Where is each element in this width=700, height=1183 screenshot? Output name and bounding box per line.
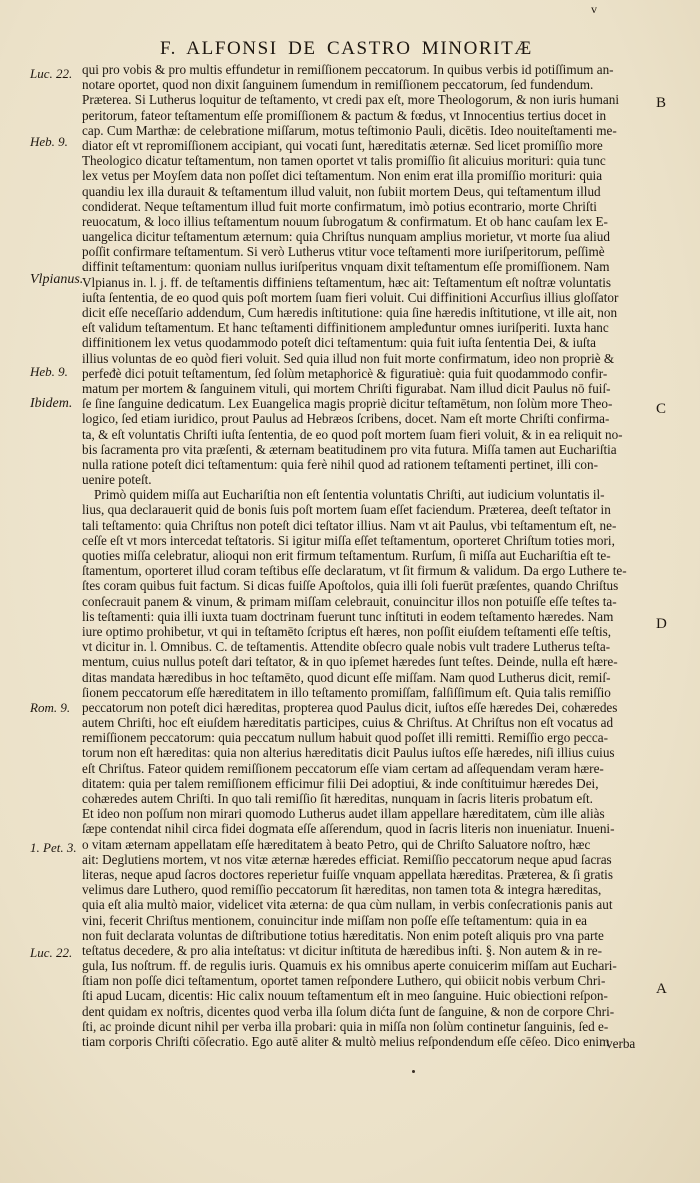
- margin-note-hebrews-9-second: Heb. 9.: [30, 364, 68, 379]
- text-line: peritorum, fateor teſtamentum eſſe promiſſionem & pactum & fœdus, vt Innocentius tertius docet in: [82, 107, 607, 123]
- text-line: ta, & eſt voluntatis Chriſti iuſta ſententia, de eo quod poſt mortem ſuam fieri voluit, & in ea reliquit no-: [82, 426, 623, 442]
- text-line: diffinitionem lex vetus quodammodo poteſt dici teſtamentum: quia fuit iuſta ſententia Dei, & iuſta: [82, 335, 596, 351]
- text-line: qui pro vobis & pro multis effundetur in remiſſionem peccatorum. In quibus verbis id potiſſimum an-: [82, 62, 614, 77]
- text-line: Theologico dicatur teſtamentum, non tamen oportet vt talis promiſſio ſit alicuius morituri: quia tunc: [82, 153, 606, 169]
- text-line: uenire poteſt.: [82, 472, 152, 488]
- text-line: Præterea. Si Lutherus loquitur de teſtamento, vt credi pax eſt, more Theologorum, & non iuris humani: [82, 92, 620, 108]
- text-line: reuocatum, & loco illius teſtamentum nouum ſubrogatum & confirmatum. Et ob hanc cauſam lex E-: [82, 213, 608, 229]
- text-line: tiam corporis Chriſti cōſecratio. Ego autē aliter & multò melius reſpondendum eſſe cēſeo. Dico enim: [82, 1034, 610, 1049]
- text-line: lius, qua declarauerit quid de bonis ſuis poſt mortem ſuam eſſet faciendum. Præterea, deeſt teſtator in: [82, 502, 611, 518]
- text-line: torum non eſt hæreditas: quia non alterius hæreditatis dicit Paulus iuſtos eſſe hæredes, niſi illius cuius: [82, 745, 615, 761]
- text-line: ait: Deglutiens mortem, vt nos vitæ æternæ hæredes efficiat. Remiſſio peccatorum neque apud ſacras: [82, 851, 612, 867]
- text-line: gula, Ius noſtrum. ff. de regulis iuris. Quamuis ex his omnibus aperte conuicerim miſſam aut Euchari-: [82, 958, 617, 974]
- text-line: o vitam æternam appellatam eſſe hæreditatem à beato Petro, qui de Chriſto Saluatore noſtro, hæc: [82, 836, 591, 852]
- text-line: teſtatus decedere, & pro alia inteſtatus: vt dicitur inſtituta de hæredibus inſti. §. Non autem & in re-: [82, 942, 603, 958]
- running-head: F. ALFONSI DE CASTRO MINORITÆ: [160, 38, 533, 59]
- page-corner-mark: v: [591, 2, 597, 16]
- text-line: nulla ratione poteſt dici teſtamentum: quia ferè nihil quod ad rationem teſtamenti pertinet, illi con-: [82, 456, 598, 472]
- text-line: mentum, cuius nullus poteſt dari teſtator, & in quo ipſemet hæredes ſunt teſtes. Deinde, nulla eſt hære-: [82, 654, 618, 670]
- text-line: logico, ſed etiam iuridico, prout Paulus ad Hebræos ſcribens, docet. Nam eſt morte Chriſti confirma-: [82, 411, 610, 427]
- text-line: condiderat. Neque teſtamentum illud fuit morte confirmatum, imò potius econtrario, morte Chriſti: [82, 198, 597, 214]
- text-line: velimus dare Luthero, quod remiſſio peccatorum ſit hæreditas, non tamen tota & integra hæreditas,: [82, 882, 602, 898]
- text-line: Et ideo non poſſum non mirari quomodo Lutherus audet illam appellare hæreditatem, cùm ille aliàs: [82, 806, 605, 822]
- text-line: Vlpianus in. l. j. ff. de teſtamentis diffiniens teſtamentum, hæc ait: Teſtamentum eſt noſtræ voluntatis: [82, 274, 612, 290]
- text-line: lis teſtamenti: quia illi iuxta tuam doctrinam fuerunt tunc inſtituti in eodem teſtamento hæredes. Nam: [82, 608, 614, 624]
- text-line: Primò quidem miſſa aut Euchariſtia non eſt ſententia voluntatis Chriſti, aut iudicium voluntatis il-: [94, 487, 605, 503]
- text-line: quoties miſſa celebratur, alioqui non erit firmum teſtamentum. Rurſum, ſi miſſa aut Euchariſtia eſt te-: [82, 548, 611, 563]
- text-line: ſionem peccatorum eſſe hæreditatem in illo teſtamento promiſſam, falſiſſimum eſt. Quia talis remiſſio: [82, 684, 611, 700]
- text-line: non fuit declarata voluntas de diſtributione totius hæreditatis. Non enim poteſt aliquis pro vna parte: [82, 927, 604, 943]
- text-line: iuſta ſententia, de eo quod quis poſt mortem ſuam fieri voluit. Cui diffinitioni Accurſius illius gloſſator: [82, 289, 619, 305]
- margin-section-letter-d: D: [656, 616, 667, 632]
- text-line: illius voluntas de eo quòd fieri voluit. Sed quia illud non fuit morte confirmatum, ideo non propriè &: [82, 350, 615, 366]
- text-line: ſtiam non poſſe dici teſtamentum, oportet tamen reſpondere Luthero, qui obiicit nobis verbum Chri-: [82, 973, 606, 989]
- text-line: ditas mandata hæredibus in hoc teſtamēto, quod dicunt eſſe miſſam. Nam quod Lutherus dicit, remiſ-: [82, 669, 611, 685]
- text-line: lex vetus per Moyſem data non poſſet dici teſtamentum. Non enim erat illa promiſſio morituri: quia: [82, 168, 603, 184]
- text-line: eſt validum teſtamentum. Et hanc teſtamenti diffinitionem ampleđuntur omnes iuriſperiti. Iuxta hanc: [82, 320, 609, 336]
- margin-note-1-peter-3: 1. Pet. 3.: [30, 840, 77, 855]
- catchword: verba: [606, 1036, 636, 1051]
- text-line: matum per mortem & ſanguinem vituli, qui mortem Chriſti figurabat. Nam illud dicit Paulus nō fuiſ-: [82, 380, 611, 396]
- text-line: eſt Chriſtus. Fateor quidem remiſſionem peccatorum eſſe viam certam ad aſſequendam veram hære-: [82, 760, 604, 776]
- body-text: [82, 62, 650, 1049]
- text-line: dent quidam ex noſtris, dicentes quod verba illa ſolum dićta ſunt de ſanguine, & non de corpore Chri-: [82, 1003, 615, 1019]
- text-line: iure optimo prohibetur, vt qui in teſtamēto ſcriptus eſt hæres, non poſſit eiuſdem teſtamenti eſſe teſtis,: [82, 623, 612, 639]
- margin-section-letter-c: C: [656, 401, 667, 417]
- text-line: tali teſtamento: quia Chriſtus non poteſt dici teſtator illius. Nam vt ait Paulus, vbi teſtamentum eſt, ne-: [82, 517, 617, 533]
- text-line: conſecrauit panem & vinum, & primam miſſam celebrauit, conuincitur illos non potuiſſe eſſe teſtes ta-: [82, 593, 617, 609]
- text-line: ſti, ac proinde dicunt nihil per verba illa probari: quia in miſſa non ſolùm continetur ſanguinis, ſed e-: [82, 1018, 609, 1034]
- text-line: poſſit confirmare teſtamentum. Si verò Lutherus vtitur voce teſtamenti more iuriſperitorum, peſſimè: [82, 244, 605, 260]
- margin-note-ibidem: Ibidem.: [30, 396, 73, 411]
- text-line: literas, neque apud ſacros doctores reperietur fuiſſe vnquam appellata hæreditas. Præterea, & ſi gratis: [82, 866, 613, 882]
- margin-section-letter-b: B: [656, 95, 667, 111]
- text-line: vini, fecerit Chriſtus mentionem, conuincitur inde miſſam non poſſe eſſe teſtamentum: quia in ea: [82, 912, 588, 928]
- text-line: dicit eſſe neceſſario addendum, Cum hæredis inſtitutione: quia ſine hæredis inſtitutione, vt ille ait, non: [82, 305, 618, 320]
- text-line: ſæpe contendat nihil circa fidei dogmata eſſe aſſerendum, quod in ſacris literis non inueniatur. Inueni-: [82, 821, 615, 837]
- text-line: quandiu lex illa durauit & teſtamentum illud valuit, non ſubiit mortem Deus, qui teſtamentum illud: [82, 183, 601, 199]
- text-line: ditatem: quia per talem remiſſionem efficimur filii Dei adoptiui, & inde conſtituimur hæredes Dei,: [82, 775, 599, 791]
- margin-section-letter-a: A: [656, 981, 667, 997]
- margin-note-luke-22-second: Luc. 22.: [30, 945, 73, 960]
- text-line: cap. Cum Marthæ: de celebratione miſſarum, motus teſtimonio Pauli, dicētis. Ideo nouiteſtamenti me-: [82, 122, 617, 138]
- text-line: ſti apud Lucam, dicentis: Hic calix nouum teſtamentum eſt in meo ſanguine. Huic obiectioni reſpon-: [82, 988, 608, 1004]
- text-line: remiſſionem peccatorum: quia peccatum nullum habuit quod poſſet illi remitti. Remiſſio ergo pecca-: [82, 730, 609, 746]
- margin-note-romans-9: Rom. 9.: [30, 700, 71, 715]
- text-line: notare oportet, quod non dixit ſanguinem ſumendum in remiſſionem peccatorum, ſed fundendum.: [82, 77, 594, 93]
- text-line: vt dicitur in. l. Omnibus. C. de teſtamentis. Attendite obſecro quale nobis vult tradere Lutherus teſta-: [82, 639, 611, 655]
- text-line: ſe ſine ſanguine dedicatum. Lex Euangelica magis propriè dicitur teſtamētum, non ſolùm more Theo-: [82, 396, 613, 412]
- text-line: perfeđè dici potuit teſtamentum, ſed ſolùm metaphoricè & figuratiuè: quia fuit quodammodo confir-: [82, 365, 608, 381]
- text-line: uangelica dicitur teſtamentum æternum: quia Chriſtus nunquam amplius morietur, vt morte ſua aliud: [82, 229, 610, 245]
- text-line: diffinit teſtamentum: quoniam nullus iuriſperitus vnquam dixit teſtamentum eſſe promiſſionem. Nam: [82, 259, 610, 275]
- text-line: bis ſacramenta pro vita præſenti, & æternam beatitudinem pro vita futura. Miſſa tamen aut Euchariſtia: [82, 441, 617, 457]
- text-line: autem Chriſti, hoc eſt eiuſdem hæreditatis participes, cuius & Chriſtus. At Chriſtus non eſt vocatus ad: [82, 715, 614, 731]
- text-line: ſtes coram quibus fuit factum. Si dicas fuiſſe Apoſtolos, quia illi ſoli fuerūt præſentes, quando Chriſtus: [82, 578, 619, 594]
- text-line: cohæredes autem Chriſti. In quo tali remiſſio ſit hæreditas, nunquam in ſacris literis probatum eſt.: [82, 791, 593, 806]
- text-line: ſtamentum, oporteret illud coram teſtibus eſſe declaratum, vt ſit firmum & validum. Da ergo Luthere te-: [82, 563, 627, 579]
- text-line: diator eſt vt repromiſſionem accipiant, qui vocati ſunt, hæreditatis æternæ. Sed licet promiſſio more: [82, 137, 603, 153]
- text-line: peccatorum non poteſt dici hæreditas, propterea quod Paulus dicit, iuſtos eſſe hæredes Dei, cohæredes: [82, 699, 618, 715]
- text-line: ceſſe eſt vt mors intercedat teſtatoris. Si igitur miſſa eſſet teſtamentum, oporteret Chriſtum toties mori,: [82, 532, 615, 548]
- text-line: quia eſt alia multò maior, videlicet vita æterna: de qua cùm nullam, in verbis conſecrationis panis aut: [82, 897, 613, 913]
- margin-note-luke-22: Luc. 22.: [30, 66, 73, 81]
- margin-note-ulpianus: Vlpianus.: [30, 272, 84, 287]
- margin-note-hebrews-9: Heb. 9.: [30, 134, 68, 149]
- page-speck: [412, 1070, 415, 1073]
